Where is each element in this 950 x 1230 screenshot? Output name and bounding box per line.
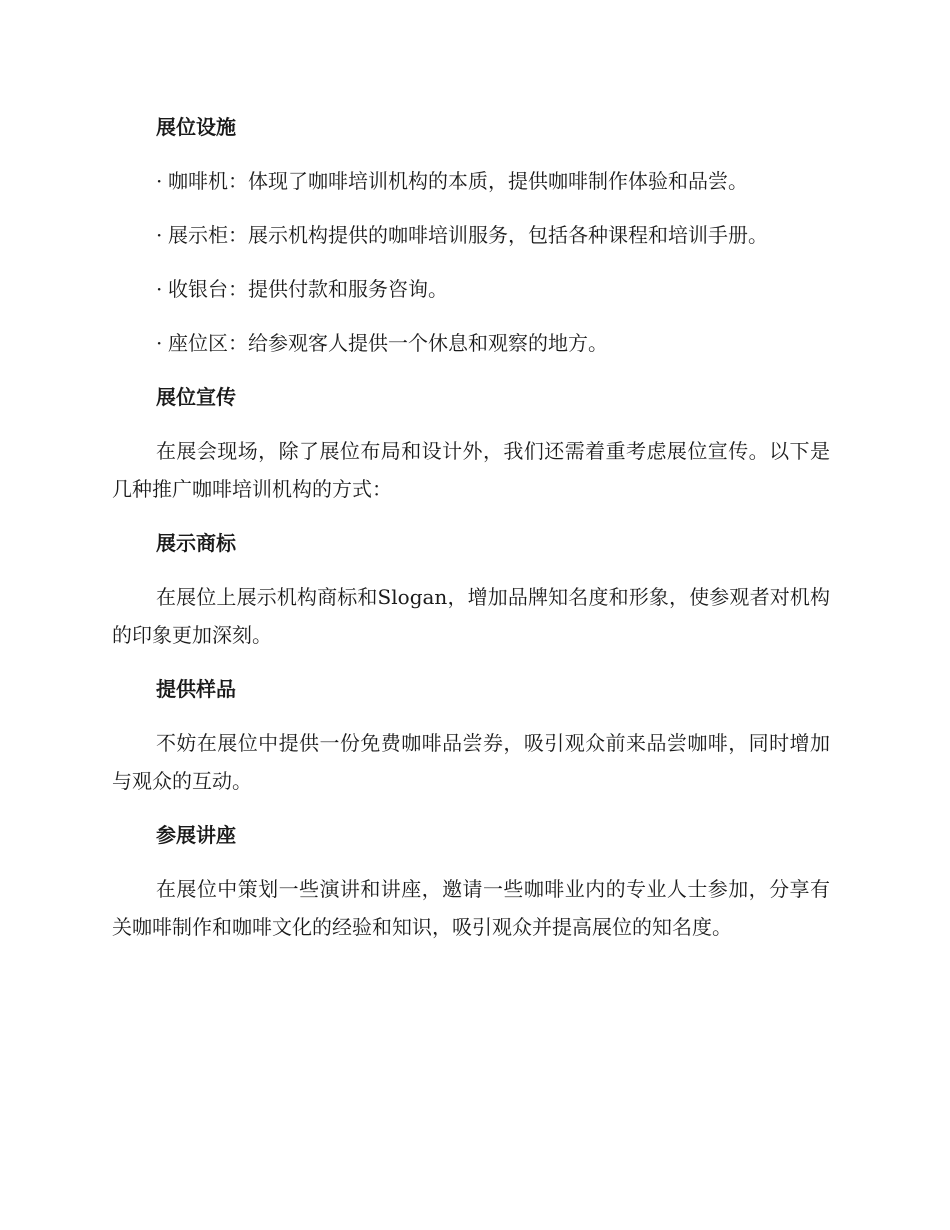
bullet-item-coffee-machine: [112, 162, 830, 200]
bullet-text: 咖啡机：体现了咖啡培训机构的本质，提供咖啡制作体验和品尝。: [168, 169, 748, 193]
paragraph-samples: 不妨在展位中提供一份免费咖啡品尝券，吸引观众前来品尝咖啡，同时增加与观众的互动。: [112, 731, 830, 793]
bullet-text: 展示柜：展示机构提供的咖啡培训服务，包括各种课程和培训手册。: [168, 223, 768, 247]
bullet-text: 收银台：提供付款和服务咨询。: [168, 277, 448, 301]
section-heading-logo: 展示商标: [156, 531, 236, 555]
section-heading-facilities: 展位设施: [156, 115, 236, 139]
paragraph-lectures: 在展位中策划一些演讲和讲座，邀请一些咖啡业内的专业人士参加，分享有关咖啡制作和咖啡文化的经验和知识，吸引观众并提高展位的知名度。: [112, 877, 830, 939]
bullet-text: 座位区：给参观客人提供一个休息和观察的地方。: [168, 331, 608, 355]
bullet-marker: ·: [156, 277, 163, 301]
paragraph-logo: 在展位上展示机构商标和Slogan，增加品牌知名度和形象，使参观者对机构的印象更加深刻。: [112, 585, 830, 647]
bullet-item-cashier: [112, 270, 830, 308]
bullet-marker: ·: [156, 223, 163, 247]
paragraph-promotion: 在展会现场，除了展位布局和设计外，我们还需着重考虑展位宣传。以下是几种推广咖啡培训机构的方式：: [112, 439, 830, 501]
section-heading-lectures: 参展讲座: [156, 823, 236, 847]
document-page: [112, 108, 830, 946]
section-heading-promotion: 展位宣传: [156, 385, 236, 409]
bullet-marker: ·: [156, 169, 163, 193]
bullet-item-seating: [112, 324, 830, 362]
section-heading-samples: 提供样品: [156, 677, 236, 701]
bullet-marker: ·: [156, 331, 163, 355]
bullet-item-display-cabinet: [112, 216, 830, 254]
